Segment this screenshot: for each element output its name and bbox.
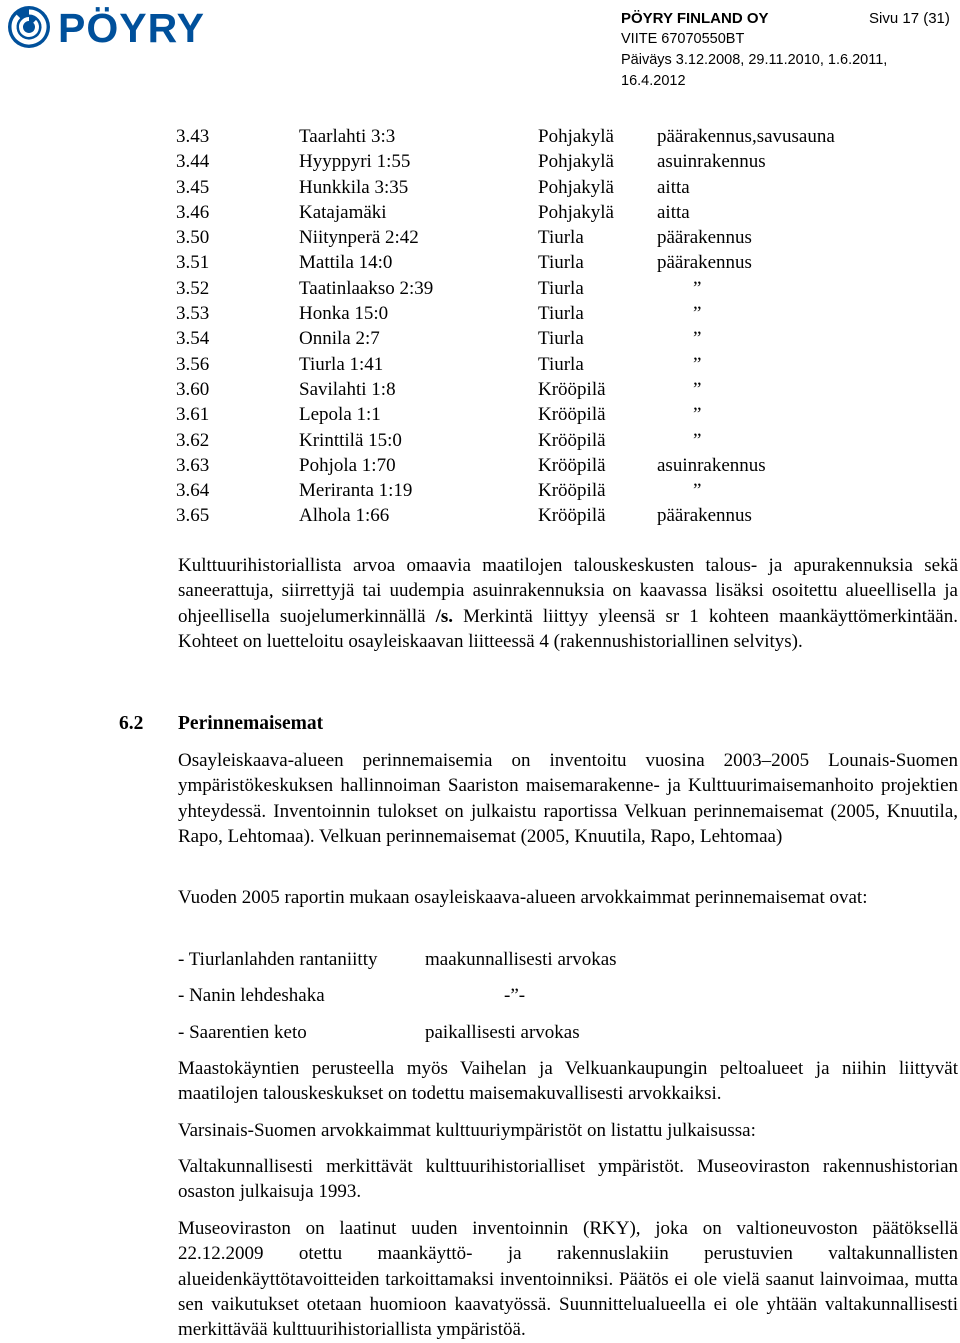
table-row xyxy=(176,478,936,503)
svg-text:PÖYRY: PÖYRY xyxy=(58,5,206,51)
table-row xyxy=(176,352,936,377)
section-title: Perinnemaisemat xyxy=(178,713,324,734)
building-type: päärakennus xyxy=(657,505,752,527)
village: Krööpilä xyxy=(538,454,606,476)
list-item: - Tiurlanlahden rantaniitty maakunnallisesti arvokas xyxy=(178,949,617,970)
property-name: Lepola 1:1 xyxy=(299,404,381,426)
company-logo xyxy=(4,2,244,52)
village: Krööpilä xyxy=(538,505,606,527)
village: Krööpilä xyxy=(538,429,606,451)
village: Tiurla xyxy=(538,353,584,375)
building-type: ” xyxy=(693,277,702,299)
building-type: päärakennus,savusauna xyxy=(657,126,835,147)
village: Tiurla xyxy=(538,227,584,249)
property-name: Meriranta 1:19 xyxy=(299,480,413,502)
table-row xyxy=(176,326,936,351)
property-name: Taarlahti 3:3 xyxy=(299,126,396,147)
building-type: ” xyxy=(693,404,702,426)
document-dates: Päiväys 3.12.2008, 29.11.2010, 1.6.2011, 16.4.2012 xyxy=(621,52,888,89)
row-id: 3.52 xyxy=(176,277,210,299)
village: Krööpilä xyxy=(538,480,606,502)
village: Tiurla xyxy=(538,328,584,350)
property-name: Tiurla 1:41 xyxy=(299,353,384,375)
property-name: Alhola 1:66 xyxy=(299,505,390,527)
table-row xyxy=(176,377,936,402)
building-type: ” xyxy=(693,328,702,350)
village: Pohjakylä xyxy=(538,201,614,223)
building-list-table xyxy=(176,124,936,529)
property-name: Mattila 14:0 xyxy=(299,252,393,274)
village: Pohjakylä xyxy=(538,151,614,173)
row-id: 3.65 xyxy=(176,505,210,527)
paragraph-report: Vuoden 2005 raportin mukaan osayleiskaava-alueen arvokkaimmat perinnemaisemat ovat: xyxy=(178,887,868,908)
table-row xyxy=(176,402,936,427)
village: Pohjakylä xyxy=(538,176,614,198)
table-row xyxy=(176,225,936,250)
row-id: 3.51 xyxy=(176,252,210,274)
building-type: ” xyxy=(693,429,702,451)
village: Tiurla xyxy=(538,277,584,299)
document-reference: VIITE 67070550BT xyxy=(621,31,745,47)
table-row xyxy=(176,453,936,478)
building-type: asuinrakennus xyxy=(657,151,766,173)
property-name: Pohjola 1:70 xyxy=(299,454,396,476)
row-id: 3.62 xyxy=(176,429,210,451)
list-item: - Saarentien keto paikallisesti arvokas xyxy=(178,1022,580,1043)
property-name: Hyyppyri 1:55 xyxy=(299,151,411,173)
page-number: Sivu 17 (31) xyxy=(869,10,950,27)
row-id: 3.50 xyxy=(176,227,210,249)
property-name: Krinttilä 15:0 xyxy=(299,429,402,451)
paragraph-inventory: Osayleiskaava-alueen perinnemaisemia on inventoitu vuosina 2003–2005 Lounais-Suomen ympäristökeskuksen hallinnoiman Saariston maisemarakenne- ja Kulttuurimaisemanhoito projektien yhteydessä. Inventoinnin tulokset on julkaistu raportissa Velkuan perinnemaisemat (2005, Knuutila, Rapo, Lehtomaa). Velkuan perinnemaisemat (2005, Knuutila, Rapo, Lehtomaa) xyxy=(178,750,958,847)
paragraph-fieldwork: Maastokäyntien perusteella myös Vaihelan ja Velkuankaupungin peltoalueet ja niihin liittyvät maatilojen talouskeskukset on todettu maisemakuvallisesti arvokkaiksi. xyxy=(178,1058,958,1105)
table-row xyxy=(176,200,936,225)
table-row xyxy=(176,124,936,149)
village: Pohjakylä xyxy=(538,126,614,147)
table-row xyxy=(176,503,936,528)
protection-marker: /s. xyxy=(435,605,454,627)
paragraph-publication: Varsinais-Suomen arvokkaimmat kulttuuriympäristöt on listattu julkaisussa: xyxy=(178,1120,756,1141)
row-id: 3.46 xyxy=(176,201,210,223)
property-name: Niitynperä 2:42 xyxy=(299,227,419,249)
table-row xyxy=(176,149,936,174)
building-type: ” xyxy=(693,378,702,400)
table-row xyxy=(176,250,936,275)
table-row xyxy=(176,276,936,301)
property-name: Taatinlaakso 2:39 xyxy=(299,277,434,299)
row-id: 3.61 xyxy=(176,404,210,426)
building-type: ” xyxy=(693,353,702,375)
property-name: Honka 15:0 xyxy=(299,303,389,325)
village: Krööpilä xyxy=(538,378,606,400)
row-id: 3.43 xyxy=(176,126,210,147)
table-row xyxy=(176,428,936,453)
row-id: 3.60 xyxy=(176,378,210,400)
village: Tiurla xyxy=(538,303,584,325)
row-id: 3.63 xyxy=(176,454,210,476)
row-id: 3.45 xyxy=(176,176,210,198)
property-name: Savilahti 1:8 xyxy=(299,378,396,400)
poyry-logo-icon xyxy=(4,2,244,52)
building-type: ” xyxy=(693,480,702,502)
row-id: 3.56 xyxy=(176,353,210,375)
building-type: asuinrakennus xyxy=(657,454,766,476)
company-name: PÖYRY FINLAND OY xyxy=(621,10,769,27)
list-item: - Nanin lehdeshaka -”- xyxy=(178,985,526,1006)
row-id: 3.64 xyxy=(176,480,210,502)
building-type: ” xyxy=(693,303,702,325)
property-name: Onnila 2:7 xyxy=(299,328,380,350)
building-type: päärakennus xyxy=(657,227,752,249)
row-id: 3.44 xyxy=(176,151,210,173)
paragraph-cultural-value: Kulttuurihistoriallista arvoa omaavia maatilojen talouskeskusten talous- ja apurakennuksia sekä saneerattuja, siirrettyjä tai uudempia asuinrakennuksia on kaavassa lisäksi osoitettu alueellisella ja ohjeellisella suojelumerkinnällä /s. Merkintä liittyy yleensä sr 1 kohteen maankäyttömerkintään. Kohteet on luetteloitu osayleiskaavan liitteessä 4 (rakennushistoriallinen selvitys). xyxy=(178,555,958,652)
village: Tiurla xyxy=(538,252,584,274)
building-type: aitta xyxy=(657,176,690,198)
village: Krööpilä xyxy=(538,404,606,426)
table-row xyxy=(176,301,936,326)
paragraph-national: Valtakunnallisesti merkittävät kulttuurihistorialliset ympäristöt. Museoviraston rakennushistorian osaston julkaisuja 1993. xyxy=(178,1156,958,1203)
paragraph-rky: Museoviraston on laatinut uuden inventoinnin (RKY), joka on valtioneuvoston päätöksellä 22.12.2009 otettu maankäyttö- ja rakennuslakiin perustuvien valtakunnallisten alueidenkäyttötavoitteiden tarkoittamaksi inventoinniksi. Päätös ei ole vielä saanut lainvoimaa, mutta sen vaikutukset otetaan huomioon kaavatyössä. Suunnittelualueella ei ole yhtään valtakunnallisesti merkittävää kulttuurihistoriallista ympäristöä. xyxy=(178,1218,958,1341)
section-number: 6.2 xyxy=(119,713,144,734)
property-name: Katajamäki xyxy=(299,201,387,223)
property-name: Hunkkila 3:35 xyxy=(299,176,409,198)
row-id: 3.53 xyxy=(176,303,210,325)
row-id: 3.54 xyxy=(176,328,210,350)
table-row xyxy=(176,175,936,200)
building-type: aitta xyxy=(657,201,690,223)
building-type: päärakennus xyxy=(657,252,752,274)
